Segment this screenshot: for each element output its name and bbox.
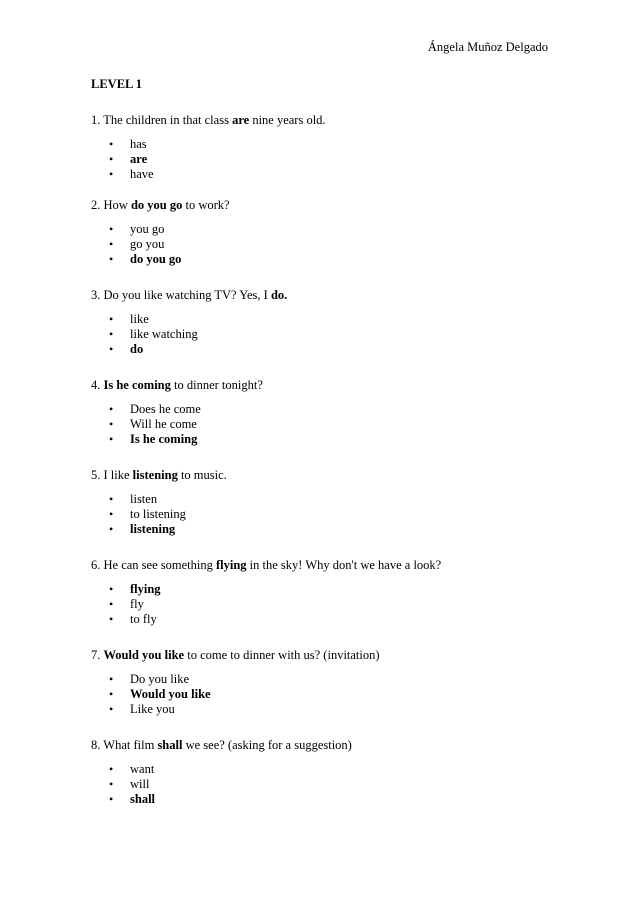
bullet-icon: • <box>109 137 114 151</box>
option-text: to listening <box>130 507 186 521</box>
option-item <box>109 672 211 687</box>
option-text: like <box>130 312 149 326</box>
bullet-icon: • <box>109 507 114 521</box>
question-8 <box>91 738 561 753</box>
option-item <box>109 237 181 252</box>
option-item <box>109 137 154 152</box>
option-item <box>109 152 154 167</box>
options-list-6 <box>109 582 161 627</box>
bullet-icon: • <box>109 237 114 251</box>
option-correct-text: flying <box>130 582 161 596</box>
question-answer: Would you like <box>103 648 185 662</box>
option-item <box>109 432 201 447</box>
question-text-after: to come to dinner with us? (invitation) <box>187 648 380 662</box>
option-text: Will he come <box>130 417 197 431</box>
author-name: Ángela Muñoz Delgado <box>427 40 548 54</box>
question-answer: flying <box>215 558 247 572</box>
bullet-icon: • <box>109 672 114 686</box>
options-list-1 <box>109 137 154 182</box>
question-number: 4. <box>91 378 101 392</box>
option-text: want <box>130 762 155 776</box>
question-text-before: How <box>103 198 128 212</box>
options-list-4 <box>109 402 201 447</box>
options-list-7 <box>109 672 211 717</box>
bullet-icon: • <box>109 402 114 416</box>
question-text-after: we see? (asking for a suggestion) <box>185 738 352 752</box>
bullet-icon: • <box>109 582 114 596</box>
option-item <box>109 342 198 357</box>
question-number: 3. <box>91 288 101 302</box>
question-number: 8. <box>91 738 101 752</box>
question-1 <box>91 113 561 128</box>
question-text-before: Do you like watching TV? Yes, I <box>103 288 268 302</box>
bullet-icon: • <box>109 327 114 341</box>
option-item <box>109 327 198 342</box>
option-item <box>109 702 211 717</box>
bullet-icon: • <box>109 702 114 716</box>
question-text-before: What film <box>103 738 155 752</box>
question-answer: are <box>232 113 250 127</box>
question-number: 7. <box>91 648 101 662</box>
options-list-2 <box>109 222 181 267</box>
bullet-icon: • <box>109 342 114 356</box>
option-text: like watching <box>130 327 198 341</box>
bullet-icon: • <box>109 762 114 776</box>
bullet-icon: • <box>109 492 114 506</box>
option-item <box>109 252 181 267</box>
option-correct-text: Would you like <box>130 687 211 701</box>
question-number: 2. <box>91 198 101 212</box>
option-correct-text: are <box>130 152 148 166</box>
question-answer: shall <box>157 738 183 752</box>
option-correct-text: Is he coming <box>130 432 198 446</box>
option-text: have <box>130 167 154 181</box>
bullet-icon: • <box>109 777 114 791</box>
question-text-after: to music. <box>180 468 227 482</box>
option-item <box>109 222 181 237</box>
question-text-after: to dinner tonight? <box>174 378 263 392</box>
option-item <box>109 762 155 777</box>
question-7 <box>91 648 561 663</box>
question-text-after: nine years old. <box>252 113 326 127</box>
option-text: fly <box>130 597 144 611</box>
question-6 <box>91 558 561 573</box>
question-text-after: to work? <box>185 198 230 212</box>
option-text: to fly <box>130 612 157 626</box>
option-text: has <box>130 137 147 151</box>
question-answer: do you go <box>130 198 183 212</box>
option-correct-text: do <box>130 342 144 356</box>
option-correct-text: listening <box>130 522 176 536</box>
option-text: Do you like <box>130 672 190 686</box>
level-heading: LEVEL 1 <box>91 77 143 91</box>
options-list-5 <box>109 492 186 537</box>
question-5 <box>91 468 561 483</box>
question-number: 6. <box>91 558 101 572</box>
question-text-before: The children in that class <box>103 113 229 127</box>
question-3 <box>91 288 561 303</box>
option-text: go you <box>130 237 165 251</box>
question-number: 1. <box>91 113 101 127</box>
bullet-icon: • <box>109 252 114 266</box>
question-text-before: I like <box>103 468 130 482</box>
bullet-icon: • <box>109 432 114 446</box>
bullet-icon: • <box>109 792 114 806</box>
question-4 <box>91 378 561 393</box>
option-item <box>109 312 198 327</box>
option-item <box>109 507 186 522</box>
option-item <box>109 612 161 627</box>
option-item <box>109 687 211 702</box>
options-list-3 <box>109 312 198 357</box>
question-2 <box>91 198 561 213</box>
question-answer: listening <box>132 468 178 482</box>
question-text-after: in the sky! Why don't we have a look? <box>249 558 442 572</box>
question-answer: do. <box>270 288 288 302</box>
option-item <box>109 492 186 507</box>
options-list-8 <box>109 762 155 807</box>
option-text: Does he come <box>130 402 201 416</box>
option-text: will <box>130 777 150 791</box>
option-text: you go <box>130 222 165 236</box>
option-item <box>109 417 201 432</box>
bullet-icon: • <box>109 312 114 326</box>
bullet-icon: • <box>109 222 114 236</box>
question-number: 5. <box>91 468 101 482</box>
option-correct-text: shall <box>130 792 156 806</box>
question-text-before: He can see something <box>103 558 213 572</box>
option-item <box>109 402 201 417</box>
bullet-icon: • <box>109 612 114 626</box>
bullet-icon: • <box>109 522 114 536</box>
bullet-icon: • <box>109 152 114 166</box>
bullet-icon: • <box>109 597 114 611</box>
bullet-icon: • <box>109 687 114 701</box>
option-item <box>109 777 155 792</box>
option-item <box>109 792 155 807</box>
option-item <box>109 167 154 182</box>
option-item <box>109 522 186 537</box>
option-text: Like you <box>130 702 175 716</box>
question-answer: Is he coming <box>103 378 171 392</box>
option-correct-text: do you go <box>130 252 182 266</box>
option-item <box>109 597 161 612</box>
bullet-icon: • <box>109 167 114 181</box>
option-item <box>109 582 161 597</box>
option-text: listen <box>130 492 158 506</box>
bullet-icon: • <box>109 417 114 431</box>
